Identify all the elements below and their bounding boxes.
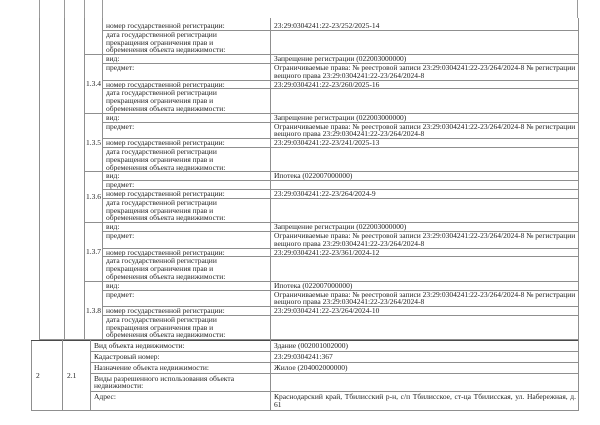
group-index: 1.3.7 xyxy=(85,223,103,282)
field-value: 23:29:0304241:22-23/252/2025-14 xyxy=(271,18,579,30)
subsection-number-cell xyxy=(65,18,85,340)
field-value: Ипотека (022007000000) xyxy=(271,281,579,290)
field-value: 23:29:0304241:22-23/264/2024-10 xyxy=(271,307,579,316)
cut-grid-line xyxy=(84,0,85,18)
group-index: 1.3.4 xyxy=(85,55,103,114)
section-number-cell xyxy=(40,18,65,340)
table-row xyxy=(40,55,579,64)
group-index: 1.3.5 xyxy=(85,113,103,172)
table-row xyxy=(40,257,579,281)
table-row xyxy=(40,30,579,54)
field-value: Запрещение регистрации (022003000000) xyxy=(271,113,579,122)
field-label: дата государственной регистрации прекращения ограничения прав и обременения объекта недвижимости: xyxy=(103,147,271,171)
field-value xyxy=(271,257,579,281)
table-row xyxy=(32,341,579,352)
group-index: 1.3.6 xyxy=(85,172,103,223)
object-info-table xyxy=(31,340,579,411)
field-label: вид: xyxy=(103,172,271,181)
table-row xyxy=(32,373,579,392)
table-row xyxy=(40,18,579,30)
table-row xyxy=(40,223,579,232)
address-value: Краснодарский край, Тбилисский р-н, с/п Тбилисское, ст-ца Тбилисская, ул. Набережная, д. 61 xyxy=(271,392,579,411)
field-value: Ипотека (022007000000) xyxy=(271,172,579,181)
table-row xyxy=(40,113,579,122)
field-value: 23:29:0304241:22-23/241/2025-13 xyxy=(271,139,579,148)
field-label: дата государственной регистрации прекращения ограничения прав и обременения объекта недвижимости: xyxy=(103,257,271,281)
field-value xyxy=(271,30,579,54)
field-value: Жилое (204002000000) xyxy=(271,362,579,373)
table-row xyxy=(40,290,579,307)
table-row xyxy=(40,181,579,190)
table-row xyxy=(40,248,579,257)
cut-grid-line xyxy=(102,0,103,18)
field-label: номер государственной регистрации: xyxy=(103,189,271,198)
restrictions-table xyxy=(39,18,579,340)
field-label: предмет: xyxy=(103,181,271,190)
field-label: номер государственной регистрации: xyxy=(103,18,271,30)
field-label: вид: xyxy=(103,113,271,122)
field-label: дата государственной регистрации прекращения ограничения прав и обременения объекта недвижимости: xyxy=(103,315,271,339)
table-row xyxy=(32,392,579,411)
table-row xyxy=(40,315,579,339)
field-label: предмет: xyxy=(103,290,271,307)
field-value: Запрещение регистрации (022003000000) xyxy=(271,223,579,232)
field-value xyxy=(271,181,579,190)
field-value xyxy=(271,373,579,392)
subsection-number: 2.1 xyxy=(63,341,91,411)
field-label: дата государственной регистрации прекращения ограничения прав и обременения объекта недвижимости: xyxy=(103,30,271,54)
table-row xyxy=(40,147,579,171)
table-row xyxy=(40,172,579,181)
field-label: номер государственной регистрации: xyxy=(103,80,271,89)
field-label: предмет: xyxy=(103,122,271,139)
table-row xyxy=(40,281,579,290)
field-label: Кадастровый номер: xyxy=(91,352,271,363)
field-value: 23:29:0304241:22-23/361/2024-12 xyxy=(271,248,579,257)
table-row xyxy=(40,89,579,113)
field-label: предмет: xyxy=(103,231,271,248)
field-value: Ограничиваемые права: № реестровой записи 23:29:0304241:22-23/264/2024-8 № регистрации вещного права 23:29:0304241:22-23/264/2024-8 xyxy=(271,63,579,80)
field-value xyxy=(271,147,579,171)
field-label: Назначение объекта недвижимости: xyxy=(91,362,271,373)
table-row xyxy=(40,122,579,139)
table-row xyxy=(40,189,579,198)
field-label: дата государственной регистрации прекращения ограничения прав и обременения объекта недвижимости: xyxy=(103,89,271,113)
table-row xyxy=(40,307,579,316)
field-value xyxy=(271,315,579,339)
cut-grid-line xyxy=(577,0,578,18)
field-value: 23:29:0304241:22-23/264/2024-9 xyxy=(271,189,579,198)
field-label: Виды разрешенного использования объекта недвижимости: xyxy=(91,373,271,392)
field-label: номер государственной регистрации: xyxy=(103,139,271,148)
field-value xyxy=(271,198,579,222)
table-row xyxy=(32,352,579,363)
cut-grid-line xyxy=(39,0,40,18)
group-index: 1.3.8 xyxy=(85,281,103,340)
field-label: номер государственной регистрации: xyxy=(103,307,271,316)
cut-grid-line xyxy=(64,0,65,18)
field-value: Ограничиваемые права: № реестровой записи 23:29:0304241:22-23/264/2024-8 № регистрации вещного права 23:29:0304241:22-23/264/2024-8 xyxy=(271,231,579,248)
field-label: номер государственной регистрации: xyxy=(103,248,271,257)
field-label: вид: xyxy=(103,281,271,290)
table-row xyxy=(40,231,579,248)
table-row xyxy=(40,139,579,148)
field-value: Здание (002001002000) xyxy=(271,341,579,352)
field-label: вид: xyxy=(103,223,271,232)
field-label: Вид объекта недвижимости: xyxy=(91,341,271,352)
field-label: дата государственной регистрации прекращения ограничения прав и обременения объекта недвижимости: xyxy=(103,198,271,222)
field-label: предмет: xyxy=(103,63,271,80)
table-row xyxy=(40,80,579,89)
field-value: Запрещение регистрации (022003000000) xyxy=(271,55,579,64)
table-row xyxy=(40,63,579,80)
field-value xyxy=(271,89,579,113)
field-value: 23:29:0304241:22-23/260/2025-16 xyxy=(271,80,579,89)
field-value: Ограничиваемые права: № реестровой записи 23:29:0304241:22-23/264/2024-8 № регистрации вещного права 23:29:0304241:22-23/264/2024-8 xyxy=(271,290,579,307)
field-label: вид: xyxy=(103,55,271,64)
field-value: 23:29:0304241:367 xyxy=(271,352,579,363)
field-value: Ограничиваемые права: № реестровой записи 23:29:0304241:22-23/264/2024-8 № регистрации вещного права 23:29:0304241:22-23/264/2024-8 xyxy=(271,122,579,139)
section-number: 2 xyxy=(32,341,63,411)
field-label: Адрес: xyxy=(91,392,271,411)
table-row xyxy=(40,198,579,222)
table-row xyxy=(32,362,579,373)
group-index xyxy=(85,18,103,55)
